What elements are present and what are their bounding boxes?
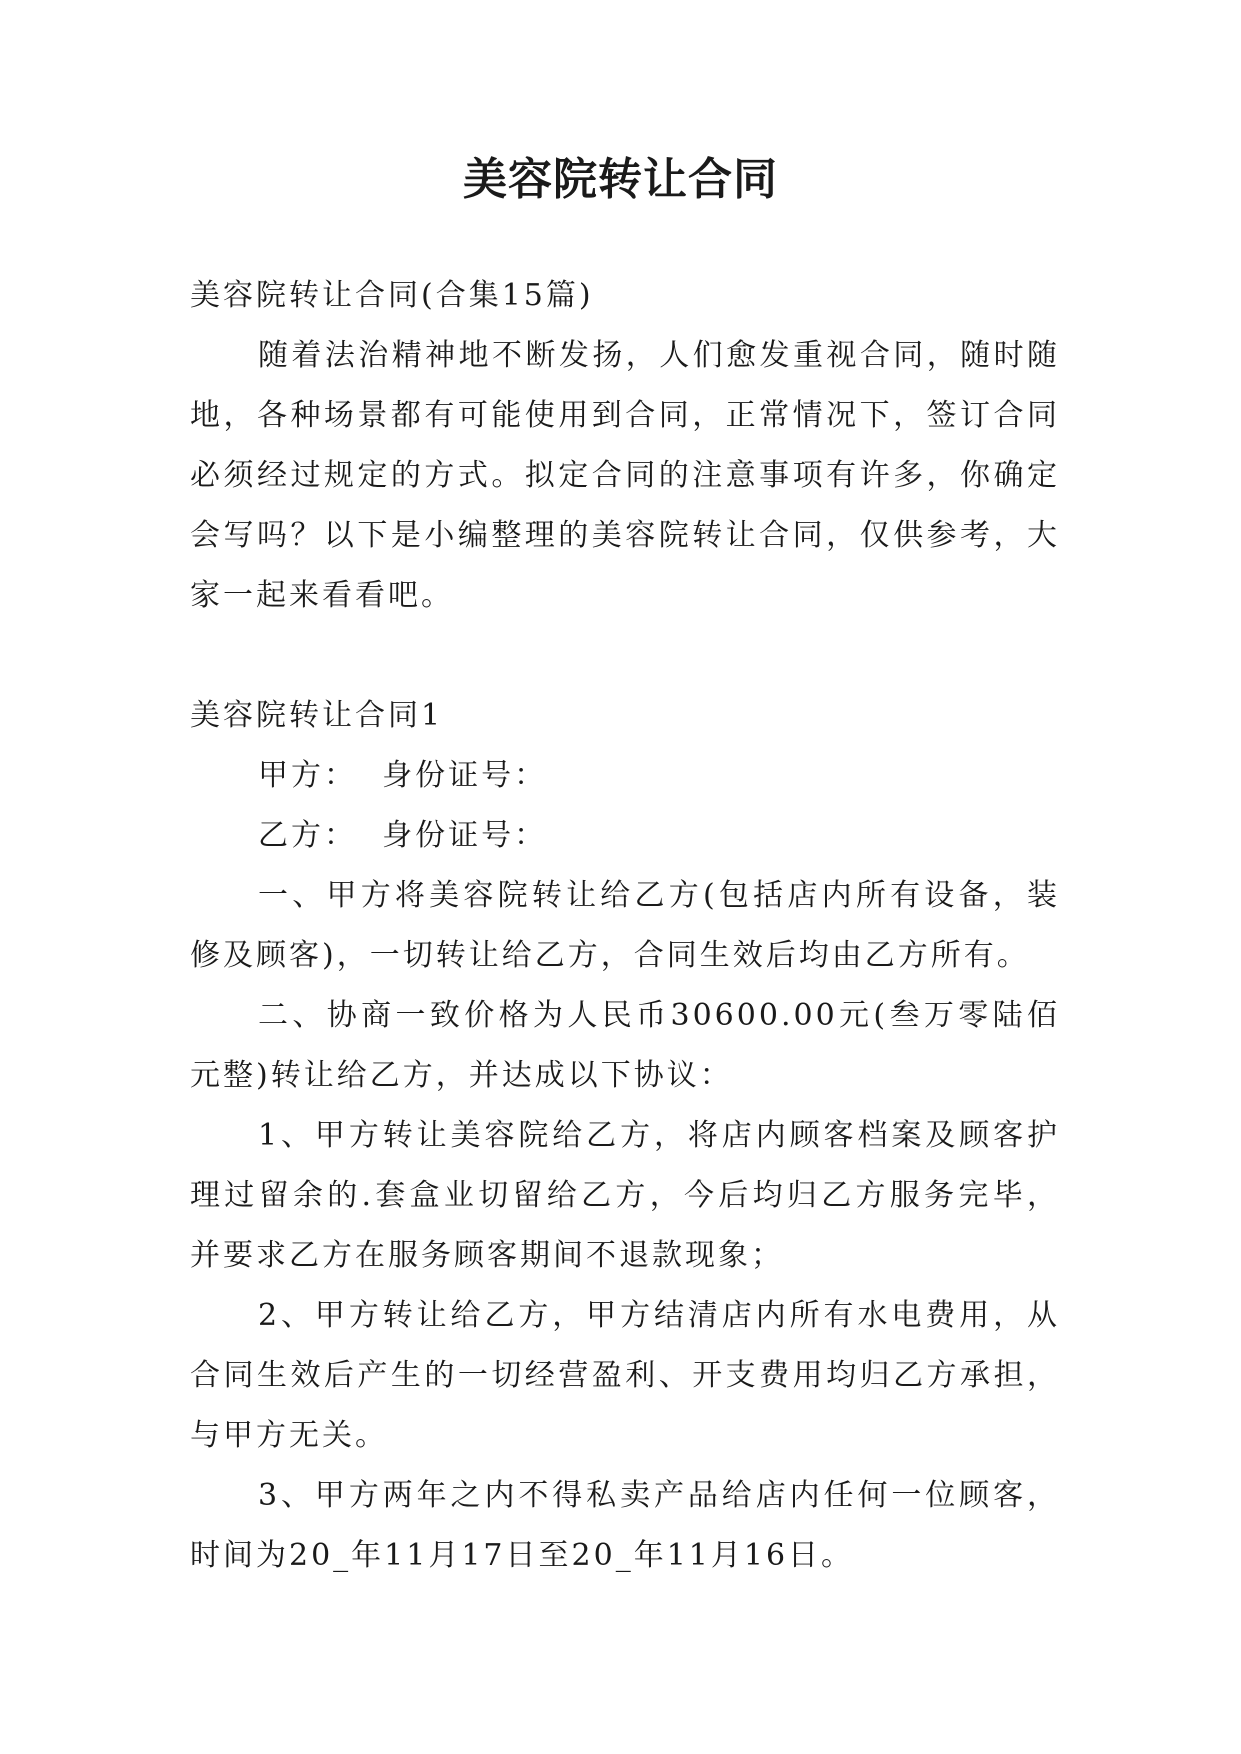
clause-2-paragraph: 二、协商一致价格为人民币30600.00元(叁万零陆佰元整)转让给乙方，并达成以下协议： bbox=[190, 998, 1060, 1093]
party-a-line: 甲方： 身份证号： bbox=[258, 758, 548, 793]
paragraph-gap bbox=[190, 626, 1060, 686]
item-1-paragraph: 1、甲方转让美容院给乙方，将店内顾客档案及顾客护理过留余的.套盒业切留给乙方，今后均归乙方服务完毕，并要求乙方在服务顾客期间不退款现象； bbox=[190, 1118, 1060, 1273]
document-title: 美容院转让合同 bbox=[463, 154, 778, 205]
document-subtitle: 美容院转让合同(合集15篇) bbox=[190, 278, 594, 313]
section-heading: 美容院转让合同1 bbox=[190, 698, 444, 733]
document-body bbox=[190, 266, 1060, 1586]
party-b-line: 乙方： 身份证号： bbox=[258, 818, 548, 853]
item-2-paragraph: 2、甲方转让给乙方，甲方结清店内所有水电费用，从合同生效后产生的一切经营盈利、开支费用均归乙方承担，与甲方无关。 bbox=[190, 1298, 1060, 1453]
intro-paragraph: 随着法治精神地不断发扬，人们愈发重视合同，随时随地，各种场景都有可能使用到合同，正常情况下，签订合同必须经过规定的方式。拟定合同的注意事项有许多，你确定会写吗？以下是小编整理的美容院转让合同，仅供参考，大家一起来看看吧。 bbox=[190, 338, 1060, 613]
clause-1-paragraph: 一、甲方将美容院转让给乙方(包括店内所有设备，装修及顾客)，一切转让给乙方，合同生效后均由乙方所有。 bbox=[190, 878, 1060, 973]
item-3-paragraph: 3、甲方两年之内不得私卖产品给店内任何一位顾客，时间为20_年11月17日至20_年11月16日。 bbox=[190, 1478, 1060, 1573]
